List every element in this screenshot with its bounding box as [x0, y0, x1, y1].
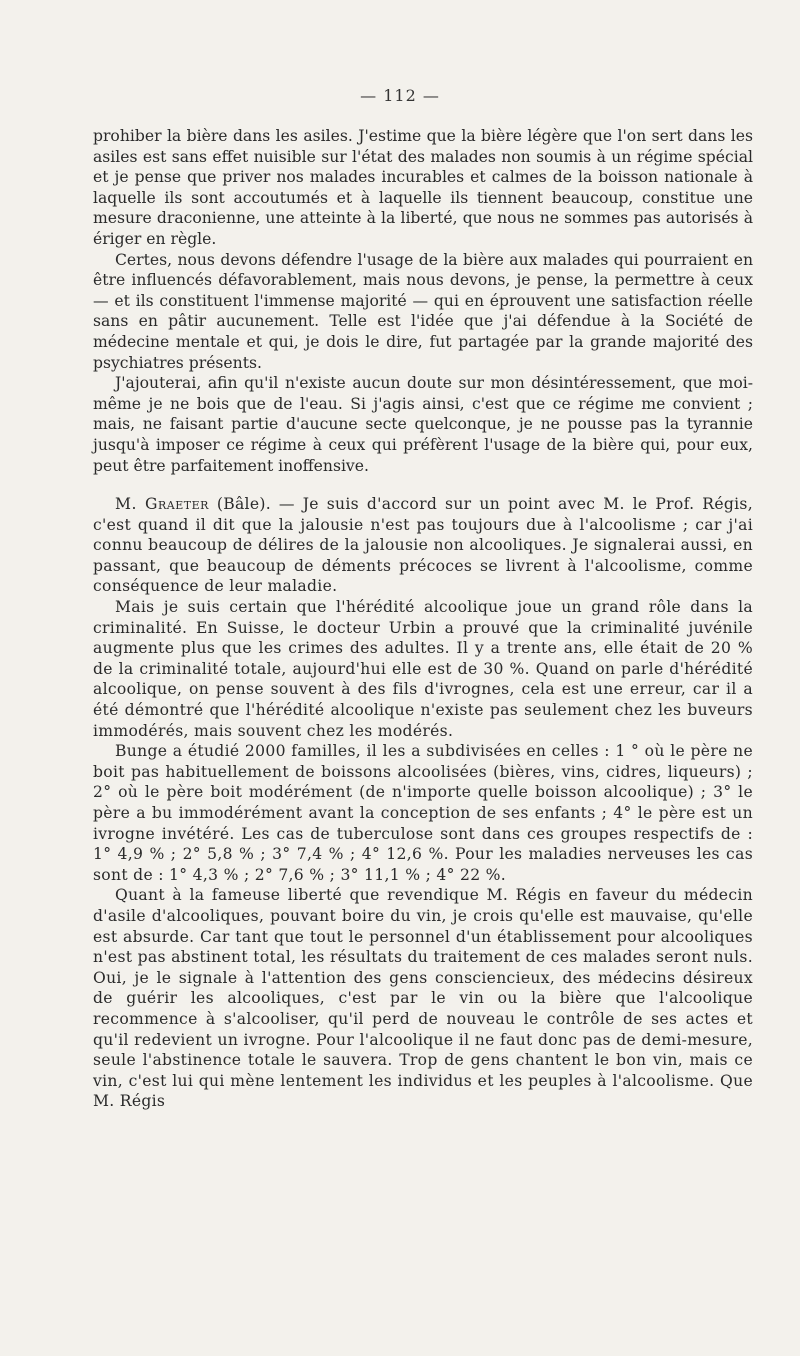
paragraph: Mais je suis certain que l'hérédité alcoolique joue un grand rôle dans la criminalité. En Suisse, le docteur Urbin a prouvé que la criminalité juvénile augmente plus que les crimes des adultes. Il y a trente ans, elle était de 20 % de la criminalité totale, aujourd'hui elle est de 30 %. Quand on parle d'hérédité alcoolique, on pense souvent à des fils d'ivrognes, cela est une erreur, car il a été démontré que l'hérédité alcoolique n'existe pas seulement chez les buveurs immodérés, mais souvent chez les modérés.	[93, 598, 753, 740]
body-text	[93, 126, 753, 1112]
paragraph: J'ajouterai, afin qu'il n'existe aucun doute sur mon désintéressement, que moi-même je ne bois que de l'eau. Si j'agis ainsi, c'est que ce régime me convient ; mais, ne faisant partie d'aucune secte quelconque, je ne pousse pas la tyrannie jusqu'à imposer ce régime à ceux qui préfèrent l'usage de la bière qui, pour eux, peut être parfaitement inoffensive.	[93, 374, 753, 475]
paragraph: Bunge a étudié 2000 familles, il les a subdivisées en celles : 1 ° où le père ne boit pas habituellement de boissons alcoolisées (bières, vins, cidres, liqueurs) ; 2° où le père boit modérément (de n'importe quelle boisson alcoolique) ; 3° le père a bu immodérément avant la conception de ses enfants ; 4° le père est un ivrogne invétéré. Les cas de tuberculose sont dans ces groupes respectifs de : 1° 4,9 % ; 2° 5,8 % ; 3° 7,4 % ; 4° 12,6 %. Pour les maladies nerveuses les cas sont de : 1° 4,3 % ; 2° 7,6 % ; 3° 11,1 % ; 4° 22 %.	[93, 742, 753, 884]
page-number: — 112 —	[360, 86, 440, 105]
paragraph: Quant à la fameuse liberté que revendique M. Régis en faveur du médecin d'asile d'alcooliques, pouvant boire du vin, je crois qu'elle est mauvaise, qu'elle est absurde. Car tant que tout le personnel d'un établissement pour alcooliques n'est pas abstinent total, les résultats du traitement de ces malades seront nuls. Oui, je le signale à l'attention des gens consciencieux, des médecins désireux de guérir les alcooliques, c'est par le vin ou la bière que l'alcoolique recommence à s'alcooliser, qu'il perd de nouveau le contrôle de ses actes et qu'il redevient un ivrogne. Pour l'alcoolique il ne faut donc pas de demi-mesure, seule l'abstinence totale le sauvera. Trop de gens chantent le bon vin, mais ce vin, c'est lui qui mène lentement les individus et les peuples à l'alcoolisme. Que M. Régis	[93, 886, 753, 1111]
paragraph: prohiber la bière dans les asiles. J'estime que la bière légère que l'on sert dans les asiles est sans effet nuisible sur l'état des malades non soumis à un régime spécial et je pense que priver nos malades incurables et calmes de la boisson nationale à laquelle ils sont accoutumés et à laquelle ils tiennent beaucoup, constitue une mesure draconienne, une atteinte à la liberté, que nous ne sommes pas autorisés à ériger en règle.	[93, 127, 753, 248]
paragraph: Certes, nous devons défendre l'usage de la bière aux malades qui pourraient en être influencés défavorablement, mais nous devons, je pense, la permettre à ceux — et ils constituent l'immense majorité — qui en éprouvent une satisfaction réelle sans en pâtir aucunement. Telle est l'idée que j'ai défendue à la Société de médecine mentale et qui, je dois le dire, fut partagée par la grande majorité des psychiatres présents.	[93, 250, 753, 372]
speaker-name: M. Graeter	[115, 495, 209, 514]
speaker-paragraph	[93, 494, 753, 597]
speaker-text: Je suis d'accord sur un point avec M. le Prof. Régis, c'est quand il dit que la jalousie n'est pas toujours due à l'alcoolisme ; car j'ai connu beaucoup de délires de la jalousie non alcooliques. Je signalerai aussi, en passant, que beaucoup de déments précoces se livrent à l'alcoolisme, comme conséquence de leur maladie.	[93, 495, 753, 596]
speaker-place: (Bâle). —	[208, 495, 303, 514]
